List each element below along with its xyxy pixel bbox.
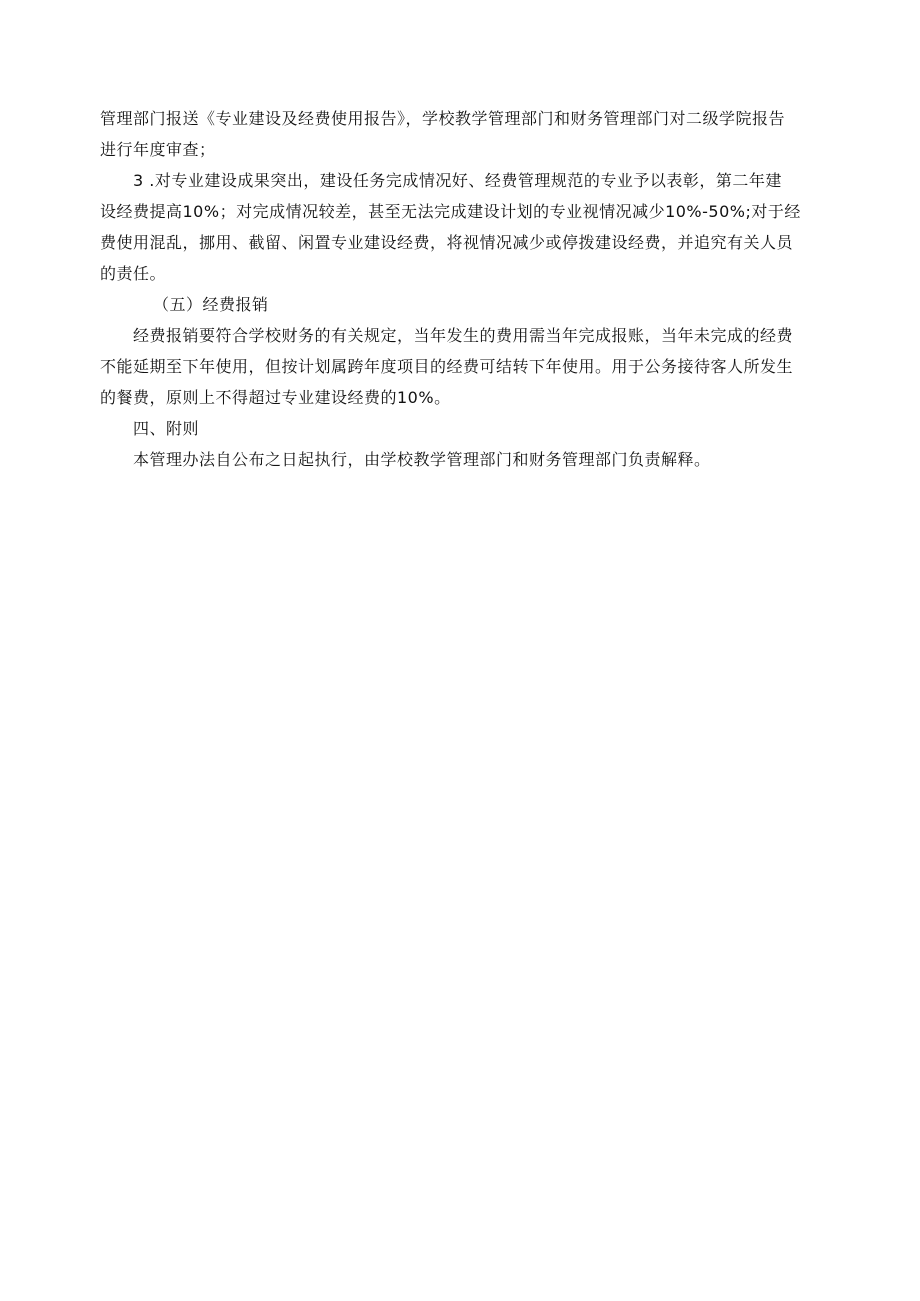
paragraph-report-review [100, 103, 822, 165]
heading-text: 四、附则 [133, 419, 200, 438]
text-line: 费使用混乱，挪用、截留、闲置专业建设经费，将视情况减少或停拨建设经费，并追究有关人员 [100, 233, 794, 252]
text-line: 3 .对专业建设成果突出，建设任务完成情况好、经费管理规范的专业予以表彰，第二年建 [133, 171, 782, 190]
paragraph-reimbursement-rules [100, 320, 822, 413]
section-heading-expense-reimbursement [100, 289, 822, 320]
text-line: 的责任。 [100, 264, 167, 283]
text-line: 不能延期至下年使用，但按计划属跨年度项目的经费可结转下年使用。用于公务接待客人所发生 [100, 357, 794, 376]
text-line: 设经费提高10%；对完成情况较差，甚至无法完成建设计划的专业视情况减少10%-50%;对于经 [100, 202, 801, 221]
text-line: 的餐费，原则上不得超过专业建设经费的10%。 [100, 388, 451, 407]
text-line: 经费报销要符合学校财务的有关规定，当年发生的费用需当年完成报账，当年未完成的经费 [133, 326, 794, 345]
paragraph-item-3 [100, 165, 822, 289]
section-heading-supplementary-provisions [100, 413, 822, 444]
text-line: 本管理办法自公布之日起执行，由学校教学管理部门和财务管理部门负责解释。 [133, 450, 711, 469]
document-body [100, 103, 822, 475]
text-line: 管理部门报送《专业建设及经费使用报告》，学校教学管理部门和财务管理部门对二级学院报告 [100, 109, 786, 128]
paragraph-effective-date [100, 444, 822, 475]
text-line: 进行年度审查； [100, 140, 216, 159]
heading-text: （五）经费报销 [153, 295, 269, 314]
